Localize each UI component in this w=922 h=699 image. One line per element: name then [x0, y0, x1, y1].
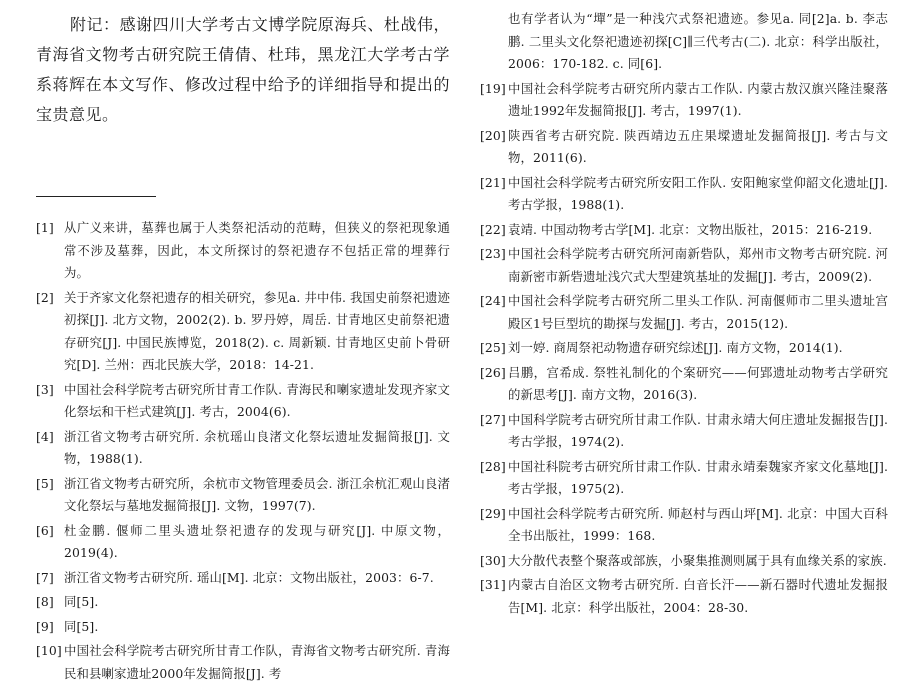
reference-text: 吕鹏，宫希成. 祭牲礼制化的个案研究——何郢遗址动物考古学研究的新思考[J]. 南方文物，2016(3). [508, 364, 888, 402]
reference-number: [22] [480, 221, 506, 237]
reference-item [480, 243, 888, 288]
reference-number: [21] [480, 174, 506, 190]
reference-text: 中国社会科学院考古研究所河南新砦队，郑州市文物考古研究院. 河南新密市新砦遗址浅穴式大型建筑基址的发掘[J]. 考古，2009(2). [508, 246, 888, 284]
reference-item [480, 290, 888, 335]
reference-item [480, 337, 888, 360]
reference-item [36, 217, 450, 285]
reference-text: 袁靖. 中国动物考古学[M]. 北京：文物出版社，2015：216-219. [508, 221, 873, 237]
reference-item [480, 503, 888, 548]
reference-number: [28] [480, 458, 506, 474]
reference-number: [4] [36, 428, 54, 444]
reference-number: [31] [480, 577, 506, 592]
reference-item [36, 640, 450, 685]
reference-number: [10] [36, 643, 62, 658]
reference-number: [23] [480, 246, 506, 261]
reference-text: 同[5]. [64, 594, 99, 609]
reference-text: 陕西省考古研究院. 陕西靖边五庄果墚遗址发掘简报[J]. 考古与文物，2011(6). [508, 127, 888, 165]
reference-item [480, 409, 888, 454]
reference-item [36, 567, 450, 590]
reference-number: [8] [36, 594, 54, 609]
left-reference-list [36, 217, 450, 685]
reference-item [36, 520, 450, 565]
reference-item [480, 574, 888, 619]
reference-text: 杜金鹏. 偃师二里头遗址祭祀遗存的发现与研究[J]. 中原文物，2019(4). [64, 522, 450, 560]
reference-text: 中国社会科学院考古研究所安阳工作队. 安阳鲍家堂仰韶文化遗址[J]. 考古学报，1988(1). [508, 174, 888, 212]
reference-number: [1] [36, 220, 54, 235]
reference-number: [19] [480, 80, 506, 96]
reference-number: [20] [480, 127, 506, 143]
reference-item [480, 362, 888, 407]
reference-text: 中国科学院考古研究所甘肃工作队. 甘肃永靖大何庄遗址发掘报告[J]. 考古学报，1974(2). [508, 411, 888, 449]
reference-item [36, 426, 450, 471]
reference-text: 大分散代表整个聚落或部族，小聚集推测则属于具有血缘关系的家族. [508, 552, 887, 568]
reference-item [480, 550, 888, 573]
reference-number: [26] [480, 364, 506, 380]
reference-text: 浙江省文物考古研究所. 瑶山[M]. 北京：文物出版社，2003：6-7. [64, 569, 434, 585]
reference-number: [5] [36, 475, 54, 491]
reference-item [36, 616, 450, 639]
reference-number: [27] [480, 411, 506, 427]
reference-text: 浙江省文物考古研究所，余杭市文物管理委员会. 浙江余杭汇观山良渚文化祭坛与墓地发掘简报[J]. 文物，1997(7). [64, 475, 450, 513]
footnote-divider [36, 196, 156, 197]
reference-text: 刘一婷. 商周祭祀动物遗存研究综述[J]. 南方文物，2014(1). [508, 340, 843, 355]
reference-item [480, 78, 888, 123]
reference-number: [7] [36, 569, 54, 585]
reference-item [480, 456, 888, 501]
reference-text: 浙江省文物考古研究所. 余杭瑶山良渚文化祭坛遗址发掘简报[J]. 文物，1988(1). [64, 428, 450, 466]
reference-number: [3] [36, 381, 54, 397]
right-column [480, 0, 888, 621]
reference-text: 内蒙古自治区文物考古研究所. 白音长汗——新石器时代遗址发掘报告[M]. 北京：科学出版社，2004：28-30. [508, 577, 888, 615]
left-column [36, 0, 450, 687]
acknowledgement: 附记：感谢四川大学考古文博学院原海兵、杜战伟，青海省文物考古研究院王倩倩、杜玮，黑龙江大学考古学系蒋辉在本文写作、修改过程中给予的详细指导和提出的宝贵意见。 [36, 15, 450, 124]
reference-item [480, 219, 888, 242]
reference-number: [29] [480, 505, 506, 521]
reference-number: [25] [480, 340, 506, 355]
reference-text: 同[5]. [64, 618, 99, 634]
reference-text: 中国社会科学院考古研究所内蒙古工作队. 内蒙古敖汉旗兴隆洼聚落遗址1992年发掘简报[J]. 考古，1997(1). [508, 80, 888, 118]
reference-item [480, 172, 888, 217]
reference-item [36, 379, 450, 424]
reference-number: [9] [36, 618, 54, 634]
right-reference-list [480, 78, 888, 620]
reference-text: 中国社会科学院考古研究所. 师赵村与西山坪[M]. 北京：中国大百科全书出版社，1999：168. [508, 505, 888, 543]
reference-number: [24] [480, 293, 506, 308]
reference-item [36, 287, 450, 377]
reference-item [480, 125, 888, 170]
reference-text: 中国社会科学院考古研究所甘青工作队，青海省文物考古研究所. 青海民和县喇家遗址2000年发掘简报[J]. 考 [64, 643, 450, 681]
reference-text: 中国社会科学院考古研究所二里头工作队. 河南偃师市二里头遗址宫殿区1号巨型坑的勘探与发掘[J]. 考古，2015(12). [508, 293, 888, 331]
reference-text: 中国社科院考古研究所甘肃工作队. 甘肃永靖秦魏家齐家文化墓地[J]. 考古学报，1975(2). [508, 458, 888, 496]
reference-number: [2] [36, 289, 54, 305]
reference-text: 关于齐家文化祭祀遗存的相关研究，参见a. 井中伟. 我国史前祭祀遗迹初探[J]. 北方文物，2002(2). b. 罗丹婷，周岳. 甘青地区史前祭祀遗存研究[J]. 中国民族博览，2018(2). c. 周新颖. 甘青地区史前卜骨研究[D]. 兰州：西北民族大学，2018：14-21. [64, 289, 450, 372]
reference-number: [6] [36, 522, 54, 538]
reference-number: [30] [480, 552, 506, 568]
reference-continuation: 也有学者认为“墠”是一种浅穴式祭祀遗迹。参见a. 同[2]a. b. 李志鹏. 二里头文化祭祀遗迹初探[C]∥三代考古(二). 北京：科学出版社，2006：170-182. c. 同[6]. [508, 11, 888, 71]
reference-item [36, 591, 450, 614]
reference-text: 从广义来讲，墓葬也属于人类祭祀活动的范畴，但狭义的祭祀现象通常不涉及墓葬，因此，本文所探讨的祭祀遗存不包括正常的埋葬行为。 [64, 220, 450, 280]
reference-text: 中国社会科学院考古研究所甘青工作队. 青海民和喇家遗址发现齐家文化祭坛和干栏式建筑[J]. 考古，2004(6). [64, 381, 450, 419]
reference-item [36, 473, 450, 518]
